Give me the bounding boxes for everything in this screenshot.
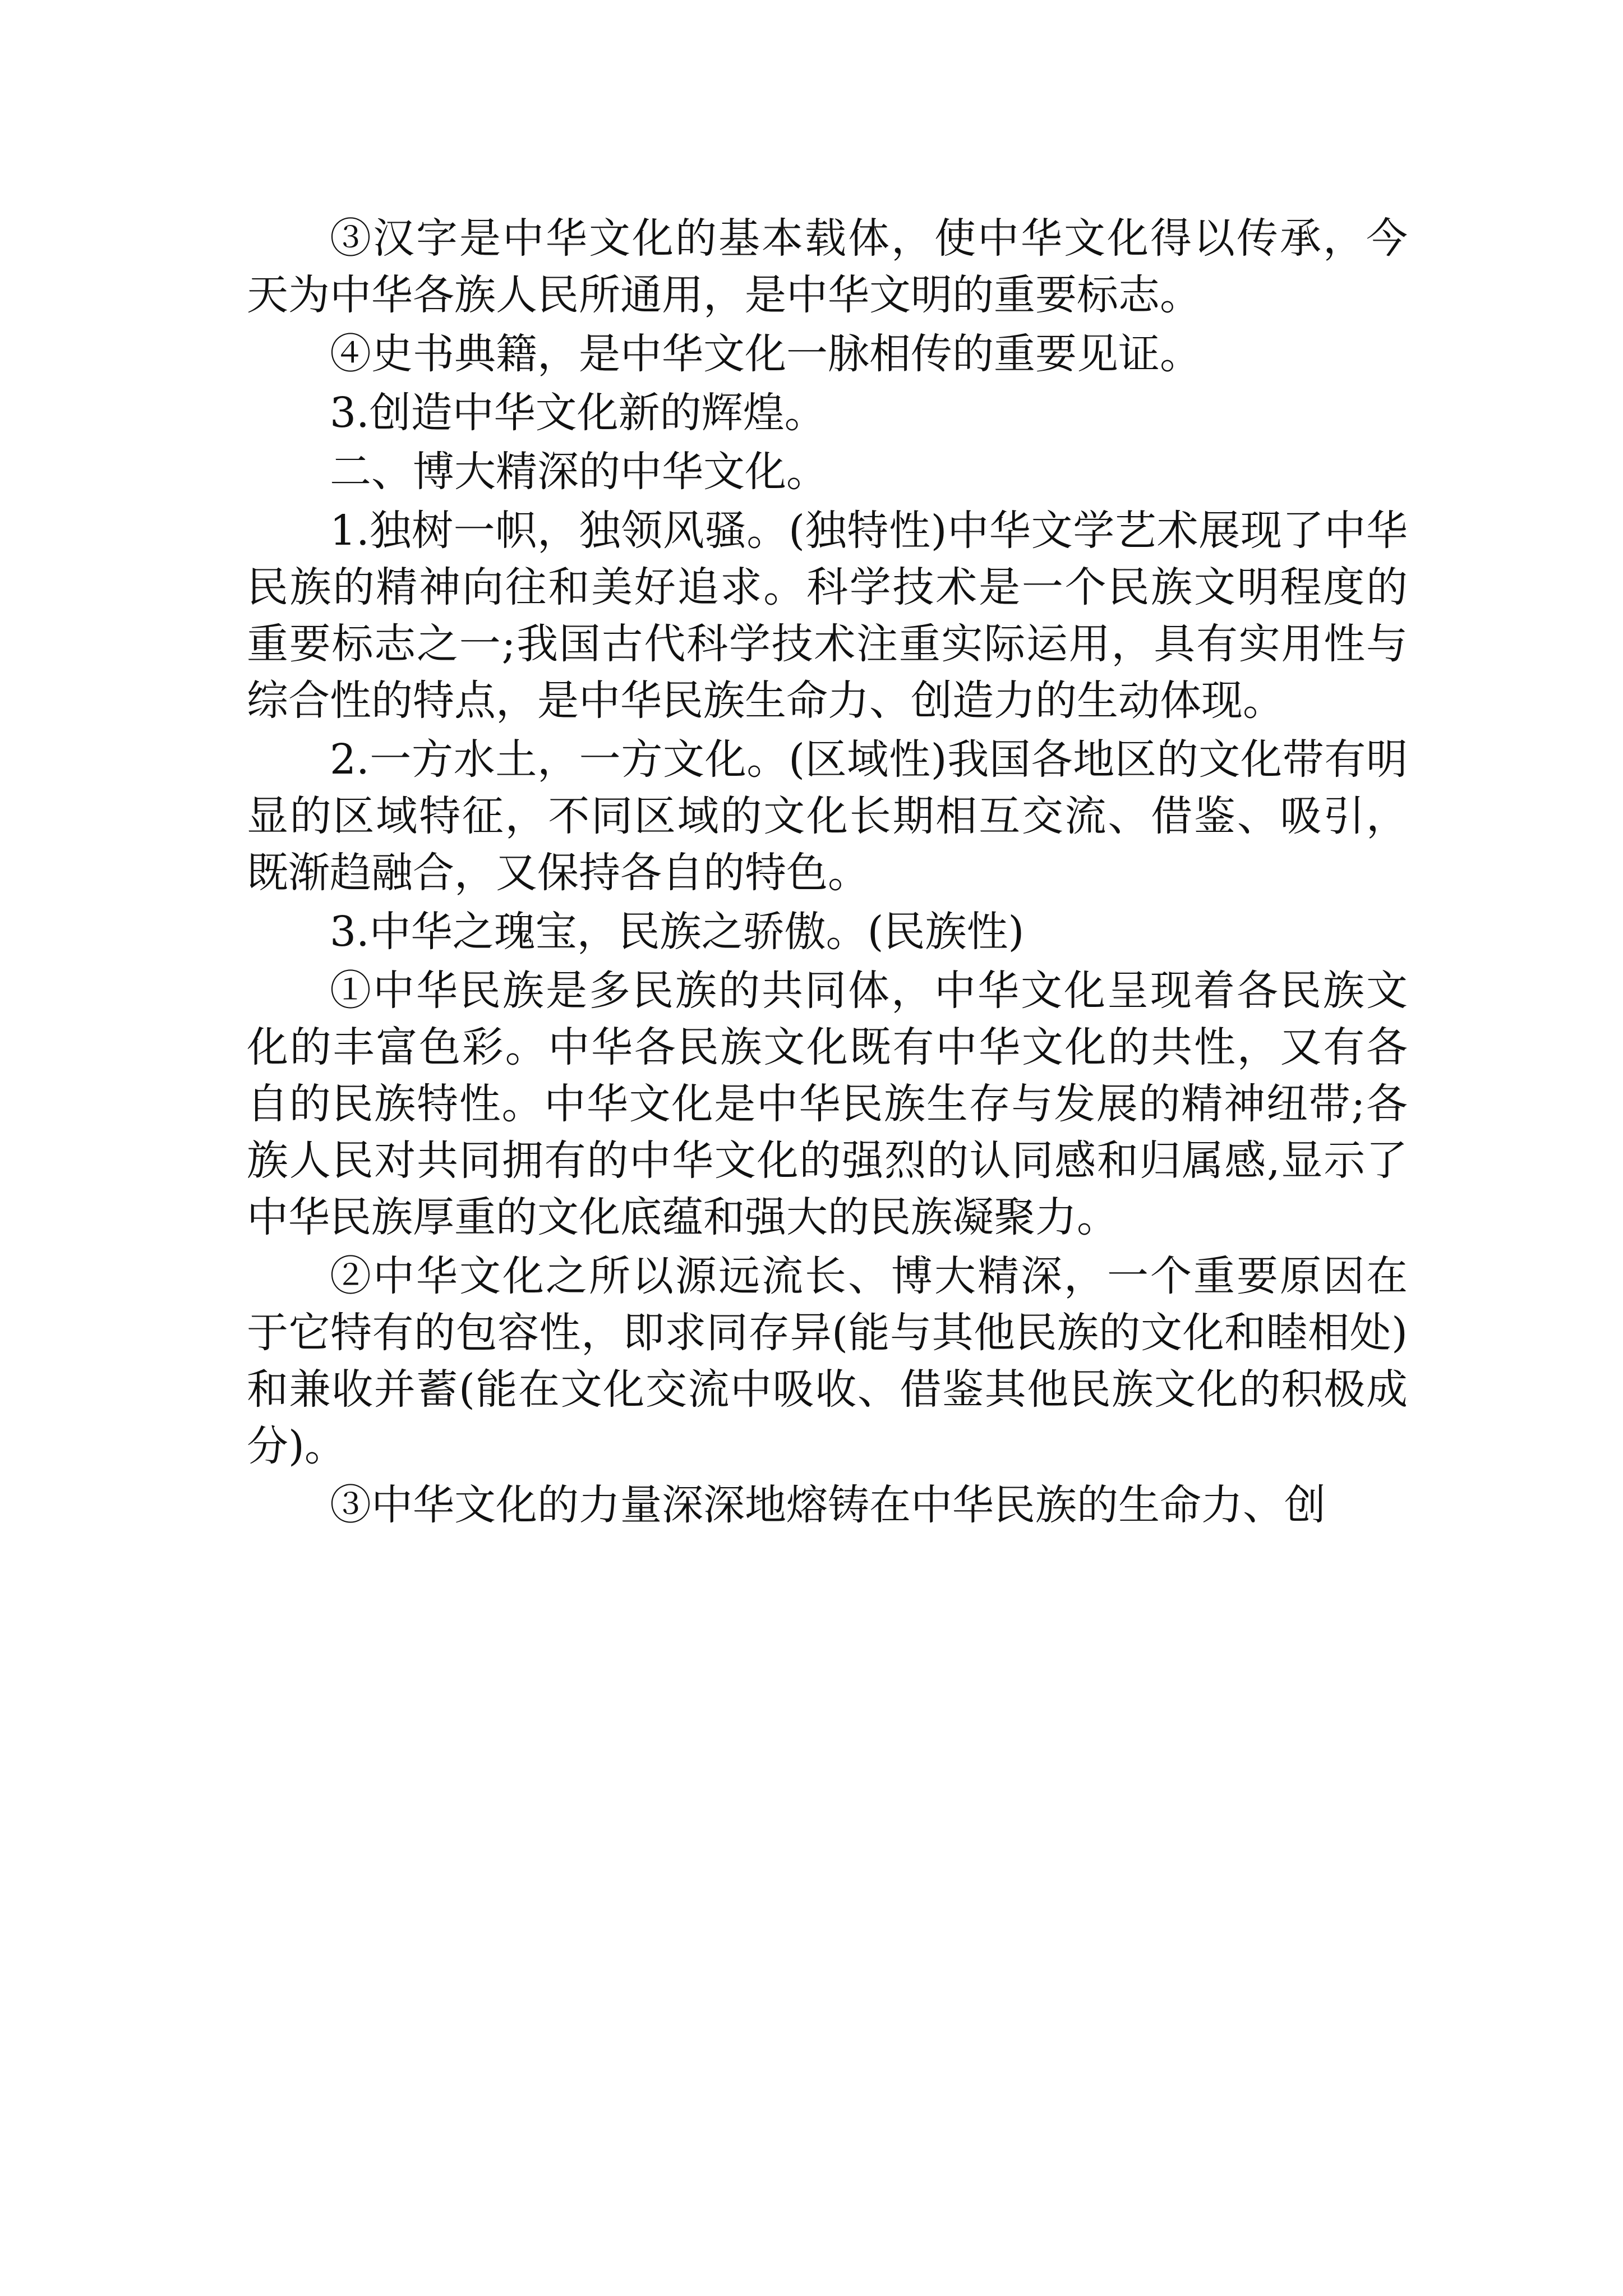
paragraph-6: 2.一方水土，一方文化。(区域性)我国各地区的文化带有明显的区域特征，不同区域的文化长期相互交流、借鉴、吸引，既渐趋融合，又保持各自的特色。 — [247, 735, 1408, 897]
paragraph-7: 3.中华之瑰宝，民族之骄傲。(民族性) — [330, 908, 1025, 956]
section-heading: 二、博大精深的中华文化。 — [330, 448, 828, 496]
paragraph-5: 1.独树一帜，独领风骚。(独特性)中华文学艺术展现了中华民族的精神向往和美好追求。科学技术是一个民族文明程度的重要标志之一;我国古代科学技术注重实际运用，具有实用性与综合性的特点，是中华民族生命力、创造力的生动体现。 — [247, 507, 1408, 725]
document-body — [247, 210, 1408, 1536]
paragraph-3: 3.创造中华文化新的辉煌。 — [330, 389, 826, 437]
paragraph-9: ②中华文化之所以源远流长、博大精深，一个重要原因在于它特有的包容性，即求同存异(能与其他民族的文化和睦相处)和兼收并蓄(能在文化交流中吸收、借鉴其他民族文化的积极成分)。 — [247, 1252, 1408, 1470]
paragraph-10: ③中华文化的力量深深地熔铸在中华民族的生命力、创 — [330, 1481, 1326, 1529]
paragraph-8: ①中华民族是多民族的共同体，中华文化呈现着各民族文化的丰富色彩。中华各民族文化既有中华文化的共性，又有各自的民族特性。中华文化是中华民族生存与发展的精神纽带;各族人民对共同拥有的中华文化的强烈的认同感和归属感,显示了中华民族厚重的文化底蕴和强大的民族凝聚力。 — [247, 967, 1408, 1241]
paragraph-2: ④史书典籍，是中华文化一脉相传的重要见证。 — [330, 330, 1201, 378]
paragraph-1: ③汉字是中华文化的基本载体，使中华文化得以传承，今天为中华各族人民所通用，是中华文明的重要标志。 — [247, 214, 1408, 319]
